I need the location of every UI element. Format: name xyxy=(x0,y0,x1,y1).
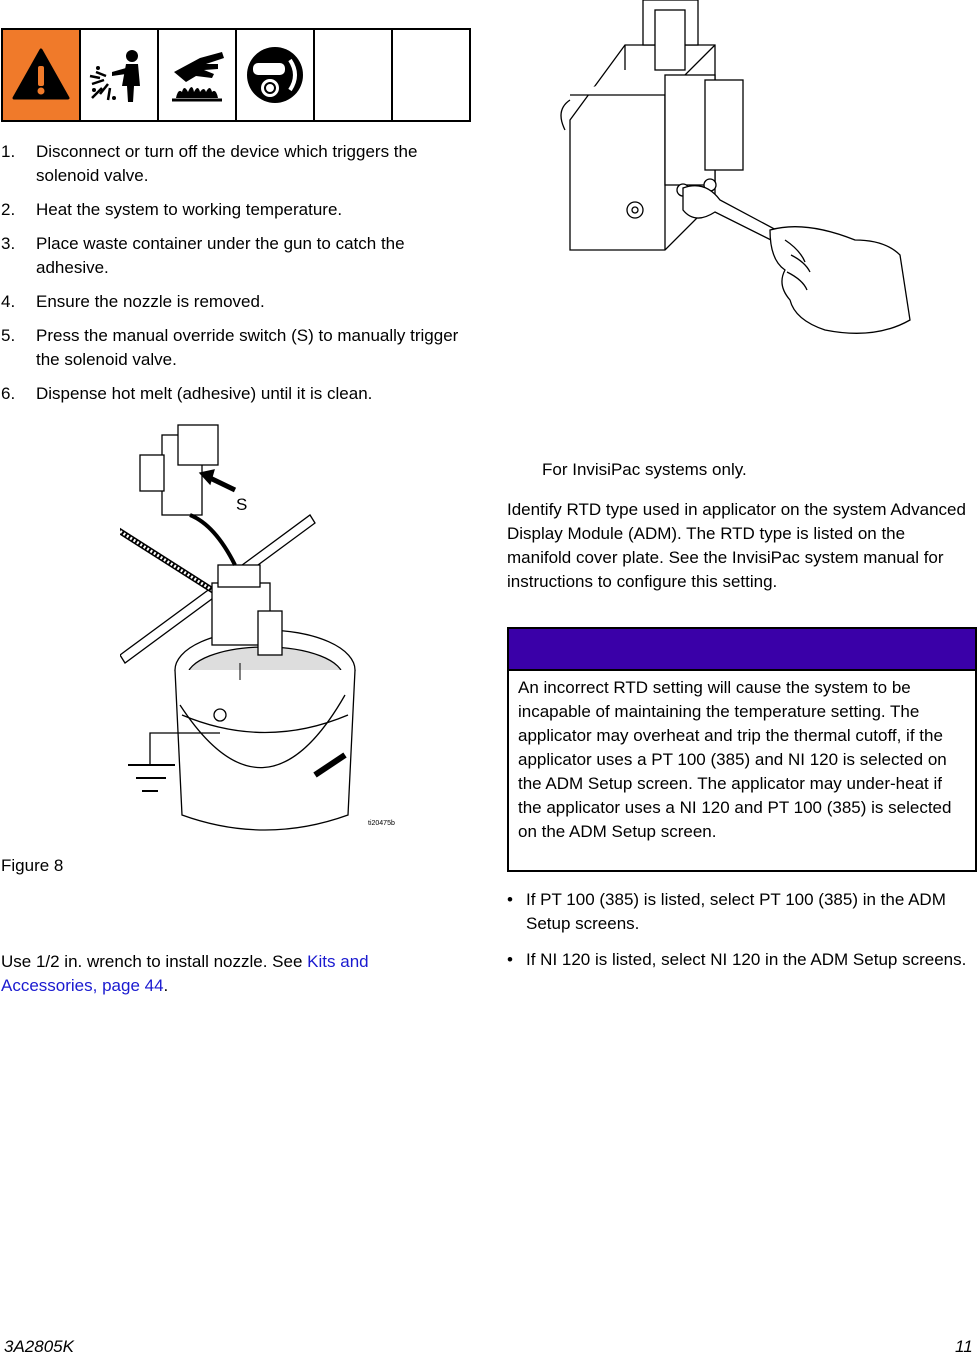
install-nozzle-paragraph: Use 1/2 in. wrench to install nozzle. See Kits and Accessories, page 44. xyxy=(1,952,369,995)
burn-hazard-icon xyxy=(164,42,230,108)
bullet-pt100: • If PT 100 (385) is listed, select PT 100 (385) in the ADM Setup screens. xyxy=(507,890,946,933)
step-6: 6. Dispense hot melt (adhesive) until it is clean. xyxy=(1,384,373,403)
splash-hazard-icon xyxy=(86,42,152,108)
figure-8-art-id: ti20475b xyxy=(368,820,395,827)
step-1: 1. Disconnect or turn off the device which triggers the solenoid valve. xyxy=(1,142,418,185)
step-4: 4. Ensure the nozzle is removed. xyxy=(1,292,265,311)
figure-8-illustration xyxy=(120,415,420,835)
wrench-nozzle-illustration xyxy=(555,0,975,345)
page-number: 11 xyxy=(955,1337,973,1356)
burn-hazard-cell xyxy=(159,30,237,120)
ppe-cell xyxy=(237,30,315,120)
warning-triangle-icon xyxy=(10,44,72,106)
step-2: 2. Heat the system to working temperature. xyxy=(1,200,343,219)
procedure-steps xyxy=(1,140,476,416)
figure-8-callout: S xyxy=(236,495,248,514)
invisipac-note: For InvisiPac systems only. xyxy=(542,460,747,479)
notice-header-bar xyxy=(509,629,975,671)
bullet-ni120: • If NI 120 is listed, select NI 120 in the ADM Setup screens. xyxy=(507,950,967,969)
warning-triangle-cell xyxy=(3,30,81,120)
document-number: 3A2805K xyxy=(4,1337,74,1356)
notice-box xyxy=(507,627,977,872)
figure-8-label: Figure 8 xyxy=(1,856,64,875)
kits-accessories-link[interactable]: Kits and Accessories, page 44 xyxy=(1,952,369,995)
rtd-instructions: Identify RTD type used in applicator on the system Advanced Display Module (ADM). The RTD type is listed on the manifold cover plate. See the InvisiPac system manual for instructions to configure this setting. xyxy=(507,500,966,591)
splash-hazard-cell xyxy=(81,30,159,120)
notice-body-text: An incorrect RTD setting will cause the system to be incapable of maintaining the temperature setting. The applicator may overheat and trip the thermal cutoff, if the applicator uses a PT 100 (385) and NI 120 is selected on the ADM Setup screen. The applicator may under-heat if the applicator uses a NI 120 and PT 100 (385) is selected on the ADM Setup screen. xyxy=(518,678,952,841)
empty-cell-1 xyxy=(315,30,393,120)
empty-cell-2 xyxy=(393,30,469,120)
warning-symbol-strip xyxy=(1,28,471,122)
rtd-bullets xyxy=(507,888,977,984)
step-5: 5. Press the manual override switch (S) to manually trigger the solenoid valve. xyxy=(1,326,459,369)
ppe-icon xyxy=(242,42,308,108)
step-3: 3. Place waste container under the gun to catch the adhesive. xyxy=(1,234,405,277)
